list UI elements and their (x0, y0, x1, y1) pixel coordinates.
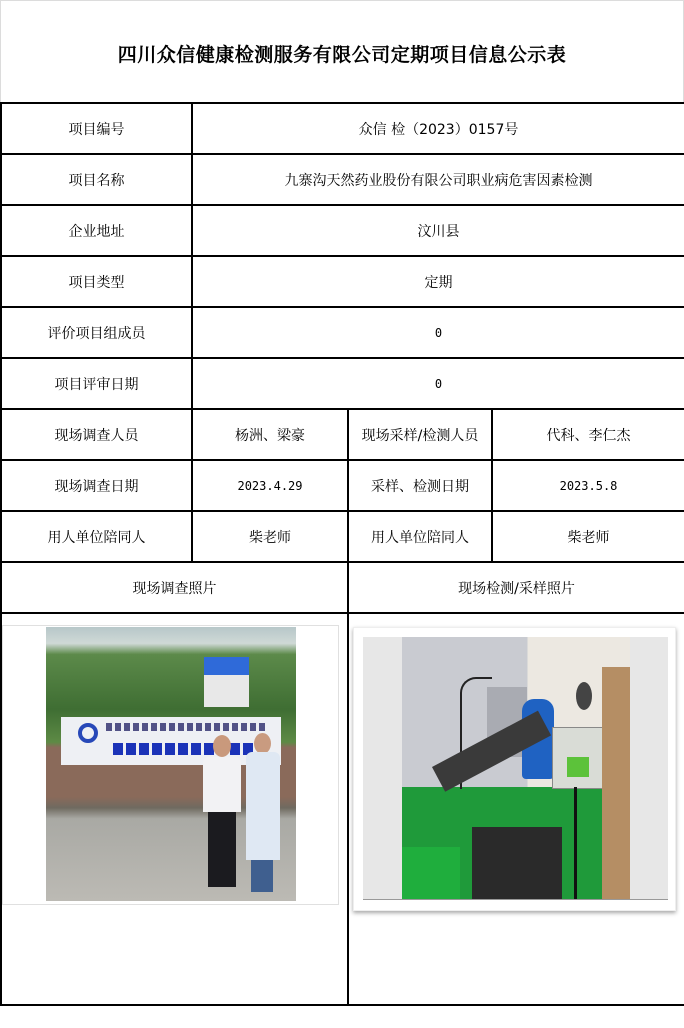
eval-members-value: 0 (192, 307, 684, 358)
escort-label-1: 用人单位陪同人 (1, 511, 192, 562)
table-row (1, 460, 684, 511)
table-row (1, 511, 684, 562)
table-row (1, 562, 684, 613)
escort-value-2: 柴老师 (492, 511, 684, 562)
sampling-staff-value: 代科、李仁杰 (492, 409, 684, 460)
photo-person-2-head (254, 733, 271, 754)
photo-cartons (602, 667, 630, 899)
photo-floor-mat (472, 827, 562, 899)
survey-date-value: 2023.4.29 (192, 460, 348, 511)
sampling-photo (353, 627, 676, 911)
project-no-label: 项目编号 (1, 103, 192, 154)
survey-photo-image (46, 627, 296, 901)
sampling-photo-image (402, 637, 630, 899)
photo-person-2-legs (251, 860, 273, 892)
photo-building-wall (204, 675, 249, 707)
sampling-photo-header: 现场检测/采样照片 (348, 562, 684, 613)
photo-crate (402, 847, 460, 899)
photo-tripod (574, 787, 577, 899)
photo-person-1-legs (208, 812, 236, 887)
eval-members-label: 评价项目组成员 (1, 307, 192, 358)
photo-instrument-label (567, 757, 589, 777)
sampling-date-label: 采样、检测日期 (348, 460, 492, 511)
table-row (1, 154, 684, 205)
address-value: 汶川县 (192, 205, 684, 256)
photo-sign-text-chinese (113, 743, 253, 755)
survey-photo-header: 现场调查照片 (1, 562, 348, 613)
photo-person-1-body (203, 757, 241, 812)
escort-value-1: 柴老师 (192, 511, 348, 562)
photo-person-1-head (213, 735, 231, 757)
address-label: 企业地址 (1, 205, 192, 256)
table-row (1, 409, 684, 460)
photo-fan (576, 682, 592, 710)
table-row (1, 103, 684, 154)
sampling-staff-label: 现场采样/检测人员 (348, 409, 492, 460)
project-name-value: 九寨沟天然药业股份有限公司职业病危害因素检测 (192, 154, 684, 205)
project-type-value: 定期 (192, 256, 684, 307)
photo-person-2-body (246, 752, 280, 860)
page-title: 四川众信健康检测服务有限公司定期项目信息公示表 (117, 44, 567, 66)
survey-date-label: 现场调查日期 (1, 460, 192, 511)
survey-staff-value: 杨洲、梁豪 (192, 409, 348, 460)
company-logo-icon (78, 723, 98, 743)
photo-sign-text-tibetan (106, 723, 266, 731)
survey-photo (2, 625, 339, 905)
sampling-photo-cell (348, 613, 684, 1005)
survey-photo-cell (1, 613, 348, 1005)
review-date-value: 0 (192, 358, 684, 409)
info-table (0, 102, 684, 1006)
project-name-label: 项目名称 (1, 154, 192, 205)
table-row (1, 205, 684, 256)
table-row (1, 256, 684, 307)
review-date-label: 项目评审日期 (1, 358, 192, 409)
project-no-value: 众信 检（2023）0157号 (192, 103, 684, 154)
escort-label-2: 用人单位陪同人 (348, 511, 492, 562)
sampling-date-value: 2023.5.8 (492, 460, 684, 511)
table-row (1, 307, 684, 358)
project-type-label: 项目类型 (1, 256, 192, 307)
photo-row (1, 613, 684, 1005)
survey-staff-label: 现场调查人员 (1, 409, 192, 460)
table-row (1, 358, 684, 409)
